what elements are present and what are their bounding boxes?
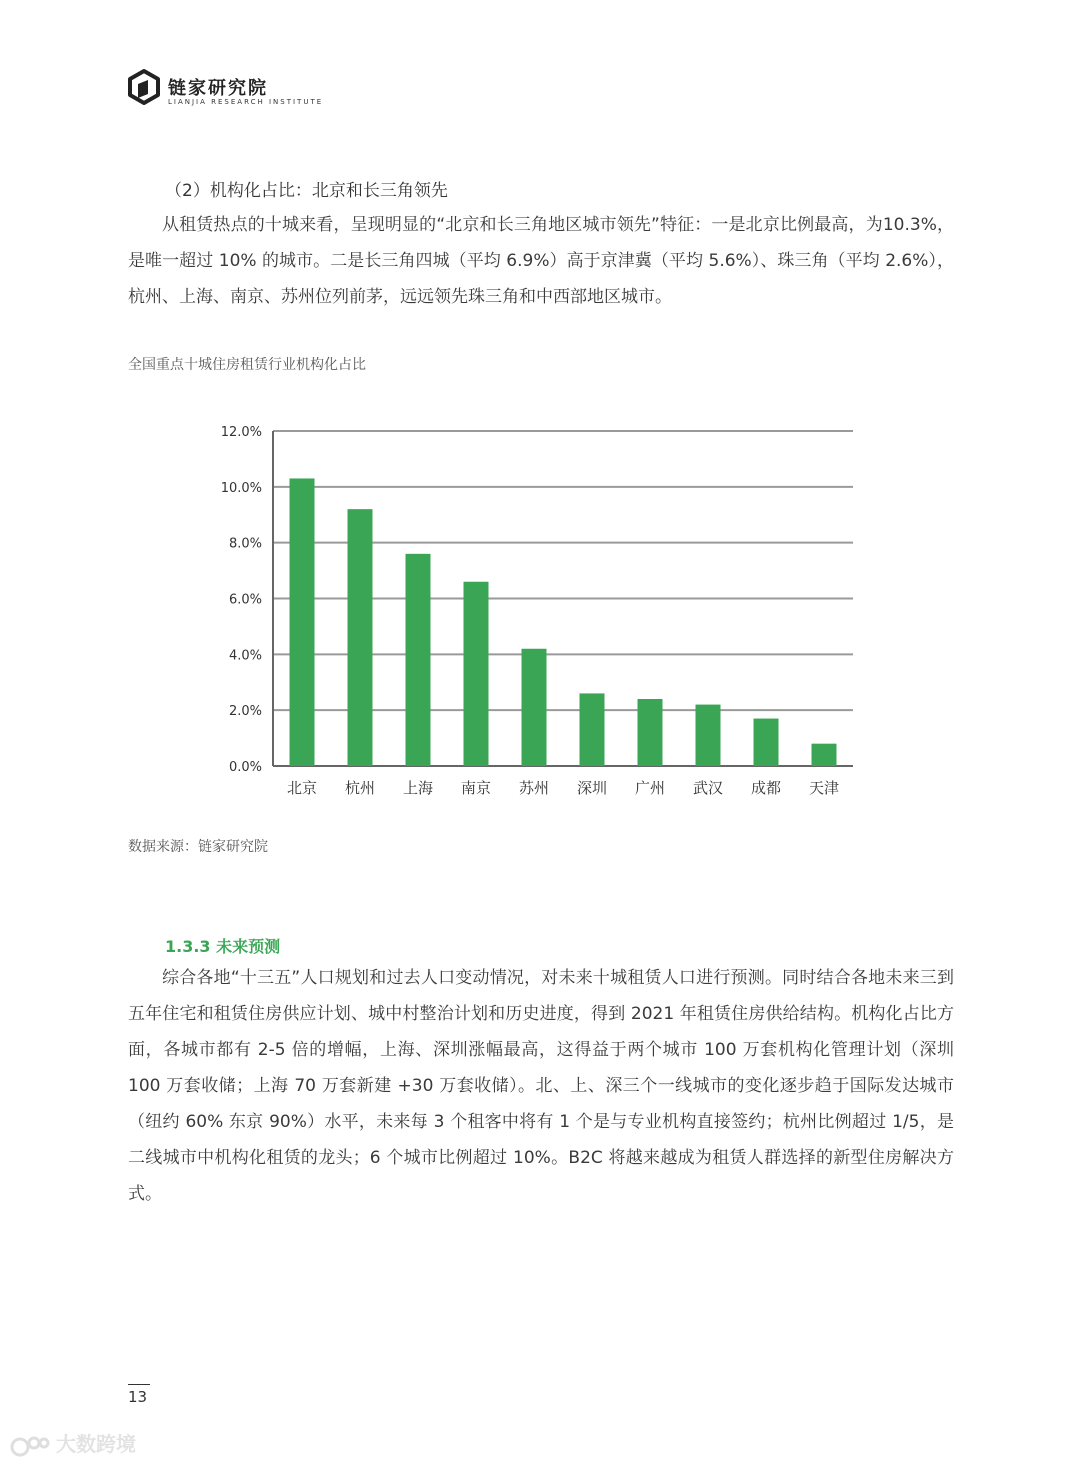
chart-svg (195, 412, 875, 812)
bar-5 (522, 649, 547, 766)
bar-2 (348, 509, 373, 766)
y-tick-label: 2.0% (228, 704, 262, 720)
y-tick-label: 8.0% (228, 536, 262, 552)
section-heading-forecast: 1.3.3 未来预测 (165, 937, 281, 956)
brand-en: LIANJIA RESEARCH INSTITUTE (168, 98, 324, 106)
x-tick-label: 天津 (808, 779, 840, 797)
page-number-rule (128, 1384, 150, 1385)
lianjia-logo-icon (126, 68, 162, 106)
bar-3 (406, 554, 431, 766)
y-tick-label: 6.0% (228, 592, 262, 608)
x-tick-label: 广州 (634, 779, 666, 797)
x-tick-label: 苏州 (518, 779, 550, 797)
paragraph-forecast: 综合各地“十三五”人口规划和过去人口变动情况，对未来十城租赁人口进行预测。同时结合各地未来三到五年住宅和租赁住房供应计划、城中村整治计划和历史进度，得到 2021 年租赁住房供给结构。机构化占比方面，各城市都有 2-5 倍的增幅，上海、深圳涨幅最高，这得益于两个城市 100 万套机构化管理计划（深圳 100 万套收储；上海 70 万套新建 +30 万套收储）。北、上、深三个一线城市的变化逐步趋于国际发达城市（纽约 60% 东京 90%）水平，未来每 3 个租客中将有 1 个是与专业机构直接签约；杭州比例超过 1/5，是二线城市中机构化租赁的龙头；6 个城市比例超过 10%。B2C 将越来越成为租赁人群选择的新型住房解决方式。 (128, 968, 954, 1204)
data-source: 数据来源：链家研究院 (128, 839, 268, 855)
bar-7 (638, 699, 663, 766)
brand-name: 链家研究院 (168, 78, 268, 99)
page-number: 13 (128, 1388, 148, 1406)
y-tick-label: 12.0% (220, 425, 262, 440)
bar-1 (290, 478, 315, 766)
x-tick-label: 南京 (460, 779, 492, 797)
watermark-text: 大数跨境 (56, 1432, 136, 1456)
y-tick-label: 0.0% (228, 760, 262, 775)
chart-title: 全国重点十城住房租赁行业机构化占比 (128, 357, 366, 373)
x-tick-label: 北京 (286, 779, 318, 797)
x-tick-label: 深圳 (576, 779, 608, 797)
watermark-logo-icon (10, 1435, 50, 1457)
brand-logo (126, 68, 324, 112)
y-tick-label: 4.0% (228, 648, 262, 664)
x-tick-label: 武汉 (692, 779, 724, 797)
bar-9 (754, 719, 779, 766)
paragraph-institutional-share: 从租赁热点的十城来看，呈现明显的“北京和长三角地区城市领先”特征：一是北京比例最高，为10.3%，是唯一超过 10% 的城市。二是长三角四城（平均 6.9%）高于京津冀（平均 5.6%）、珠三角（平均 2.6%），杭州、上海、南京、苏州位列前茅，远远领先珠三角和中西部地区城市。 (128, 215, 954, 307)
bar-6 (580, 693, 605, 766)
x-tick-label: 上海 (402, 779, 434, 797)
watermark (10, 1428, 136, 1457)
bar-chart (195, 412, 875, 816)
x-tick-label: 成都 (750, 779, 782, 797)
bar-4 (464, 582, 489, 766)
section-heading: （2）机构化占比：北京和长三角领先 (165, 181, 448, 201)
y-tick-label: 10.0% (220, 480, 262, 496)
x-tick-label: 杭州 (344, 779, 376, 797)
bar-10 (812, 744, 837, 766)
bar-8 (696, 705, 721, 766)
